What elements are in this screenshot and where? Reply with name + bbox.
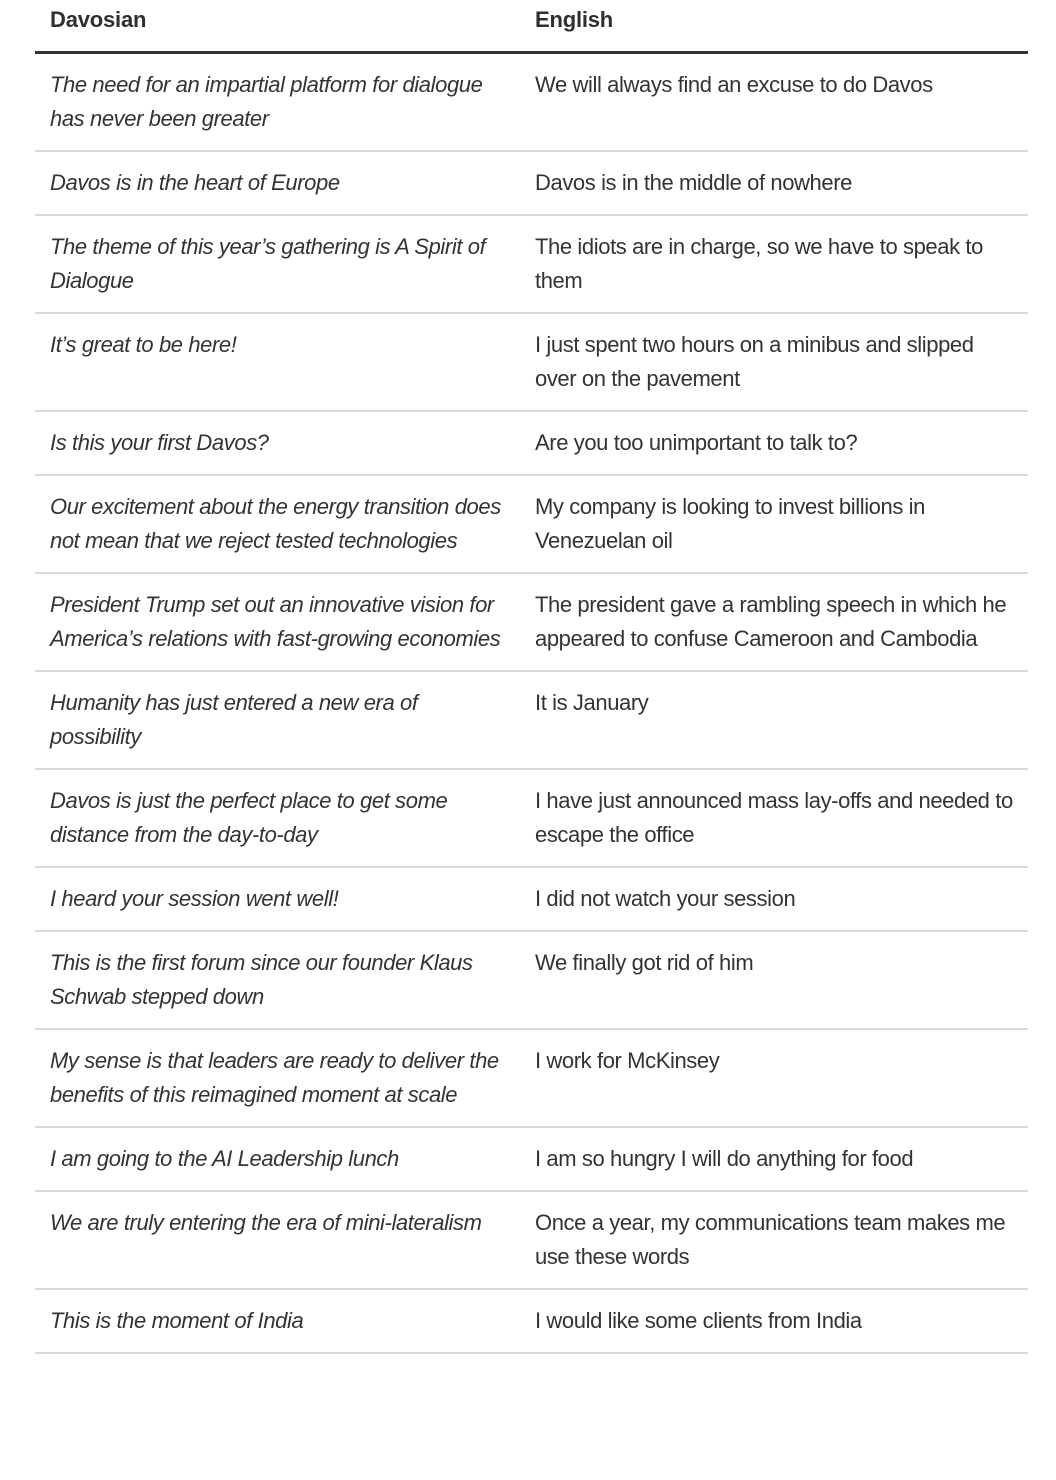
english-translation: I am so hungry I will do anything for food (520, 1127, 1028, 1191)
davosian-phrase: This is the first forum since our founder Klaus Schwab stepped down (35, 931, 520, 1029)
english-translation: Are you too unimportant to talk to? (520, 411, 1028, 475)
davosian-english-table (35, 0, 1028, 1354)
translation-table-container (35, 0, 1028, 1354)
english-translation: We will always find an excuse to do Davos (520, 53, 1028, 152)
table-body (35, 53, 1028, 1354)
davosian-phrase: President Trump set out an innovative vision for America’s relations with fast-growing economies (35, 573, 520, 671)
table-row (35, 475, 1028, 573)
davosian-phrase: The need for an impartial platform for dialogue has never been greater (35, 53, 520, 152)
table-row (35, 931, 1028, 1029)
davosian-phrase: Davos is in the heart of Europe (35, 151, 520, 215)
davosian-phrase: The theme of this year’s gathering is A Spirit of Dialogue (35, 215, 520, 313)
english-translation: I have just announced mass lay-offs and needed to escape the office (520, 769, 1028, 867)
table-row (35, 1289, 1028, 1353)
davosian-phrase: It’s great to be here! (35, 313, 520, 411)
table-header (35, 0, 1028, 53)
davosian-phrase: My sense is that leaders are ready to deliver the benefits of this reimagined moment at scale (35, 1029, 520, 1127)
table-row (35, 53, 1028, 152)
table-row (35, 313, 1028, 411)
header-row (35, 0, 1028, 53)
davosian-phrase: I heard your session went well! (35, 867, 520, 931)
table-row (35, 671, 1028, 769)
table-row (35, 867, 1028, 931)
davosian-phrase: This is the moment of India (35, 1289, 520, 1353)
english-translation: The president gave a rambling speech in which he appeared to confuse Cameroon and Cambodia (520, 573, 1028, 671)
english-translation: I would like some clients from India (520, 1289, 1028, 1353)
english-translation: My company is looking to invest billions in Venezuelan oil (520, 475, 1028, 573)
english-translation: We finally got rid of him (520, 931, 1028, 1029)
english-translation: Davos is in the middle of nowhere (520, 151, 1028, 215)
english-translation: I just spent two hours on a minibus and slipped over on the pavement (520, 313, 1028, 411)
english-translation: I work for McKinsey (520, 1029, 1028, 1127)
table-row (35, 573, 1028, 671)
table-row (35, 215, 1028, 313)
english-translation: The idiots are in charge, so we have to speak to them (520, 215, 1028, 313)
table-row (35, 411, 1028, 475)
davosian-phrase: Is this your first Davos? (35, 411, 520, 475)
table-row (35, 1191, 1028, 1289)
english-translation: Once a year, my communications team makes me use these words (520, 1191, 1028, 1289)
english-translation: It is January (520, 671, 1028, 769)
english-translation: I did not watch your session (520, 867, 1028, 931)
davosian-phrase: Humanity has just entered a new era of possibility (35, 671, 520, 769)
table-row (35, 1029, 1028, 1127)
davosian-phrase: Davos is just the perfect place to get some distance from the day-to-day (35, 769, 520, 867)
davosian-phrase: We are truly entering the era of mini-lateralism (35, 1191, 520, 1289)
davosian-phrase: I am going to the AI Leadership lunch (35, 1127, 520, 1191)
davosian-phrase: Our excitement about the energy transition does not mean that we reject tested technologies (35, 475, 520, 573)
table-row (35, 1127, 1028, 1191)
column-header-davosian: Davosian (35, 0, 520, 53)
table-row (35, 769, 1028, 867)
table-row (35, 151, 1028, 215)
column-header-english: English (520, 0, 1028, 53)
